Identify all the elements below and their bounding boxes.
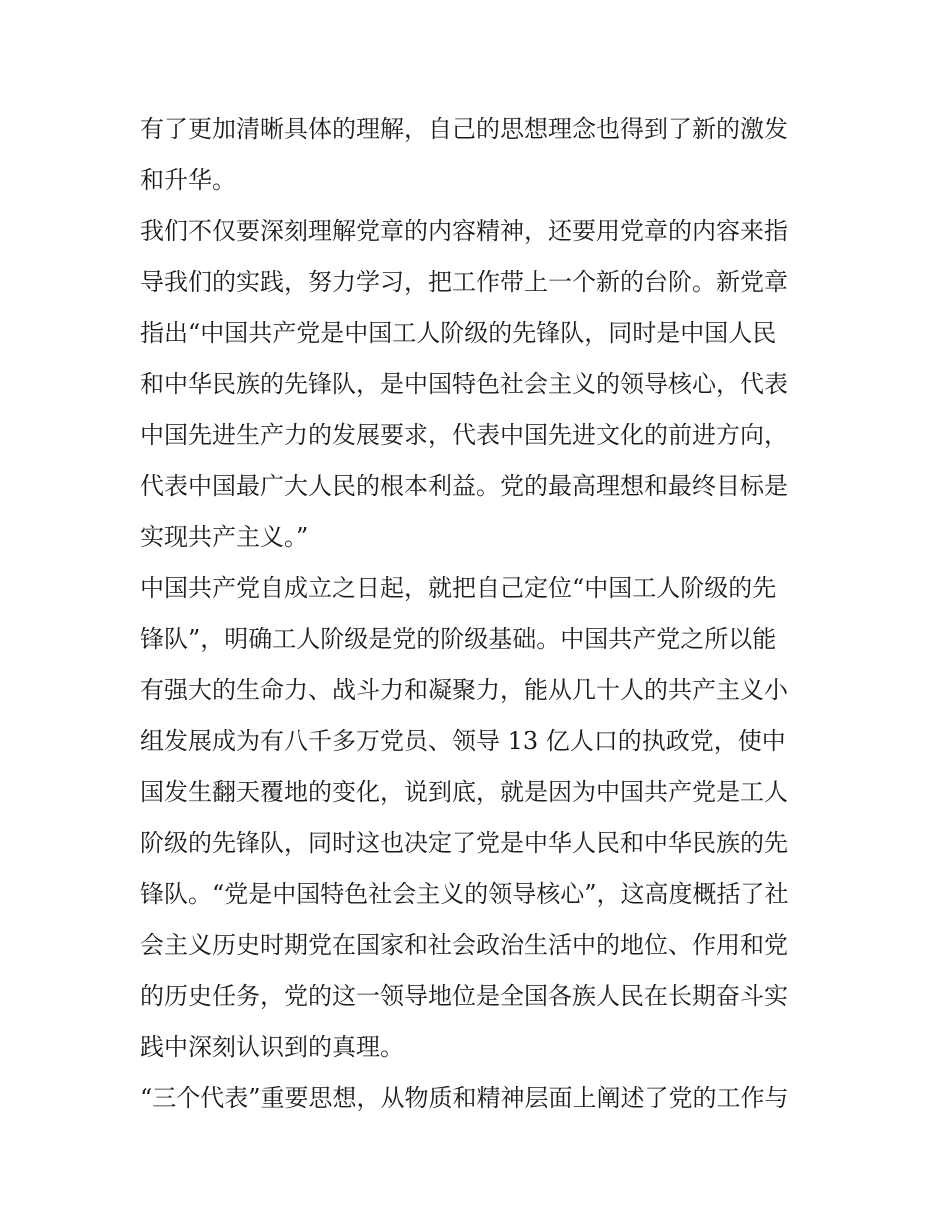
text-line: “三个代表”重要思想，从物质和精神层面上阐述了党的工作与 bbox=[140, 1084, 789, 1112]
text-line: 锋队”，明确工人阶级是党的阶级基础。中国共产党之所以能 bbox=[140, 625, 777, 653]
text-line: 国发生翻天覆地的变化，说到底，就是因为中国共产党是工人 bbox=[140, 778, 788, 806]
text-line: 导我们的实践，努力学习，把工作带上一个新的台阶。新党章 bbox=[140, 268, 788, 296]
text-line: 阶级的先锋队，同时这也决定了党是中华人民和中华民族的先 bbox=[140, 829, 788, 857]
text-line: 我们不仅要深刻理解党章的内容精神，还要用党章的内容来指 bbox=[140, 217, 788, 245]
text-line: 有了更加清晰具体的理解，自己的思想理念也得到了新的激发 bbox=[140, 115, 788, 143]
text-line: 会主义历史时期党在国家和社会政治生活中的地位、作用和党 bbox=[140, 931, 788, 959]
text-line: 有强大的生命力、战斗力和凝聚力，能从几十人的共产主义小 bbox=[140, 676, 788, 704]
text-line: 和升华。 bbox=[140, 166, 236, 194]
text-line: 践中深刻认识到的真理。 bbox=[140, 1033, 404, 1061]
text-line: 的历史任务，党的这一领导地位是全国各族人民在长期奋斗实 bbox=[140, 982, 788, 1010]
text-line: 指出“中国共产党是中国工人阶级的先锋队，同时是中国人民 bbox=[140, 319, 777, 347]
body-text bbox=[140, 104, 820, 1124]
text-line: 中国共产党自成立之日起，就把自己定位“中国工人阶级的先 bbox=[140, 574, 777, 602]
text-line: 实现共产主义。” bbox=[140, 523, 309, 551]
text-line: 和中华民族的先锋队，是中国特色社会主义的领导核心，代表 bbox=[140, 370, 788, 398]
text-line: 组发展成为有八千多万党员、领导 13 亿人口的执政党，使中 bbox=[140, 727, 786, 755]
text-line: 锋队。“党是中国特色社会主义的领导核心”，这高度概括了社 bbox=[140, 880, 789, 908]
text-line: 代表中国最广大人民的根本利益。党的最高理想和最终目标是 bbox=[140, 472, 788, 500]
text-line: 中国先进生产力的发展要求，代表中国先进文化的前进方向， bbox=[140, 421, 788, 449]
